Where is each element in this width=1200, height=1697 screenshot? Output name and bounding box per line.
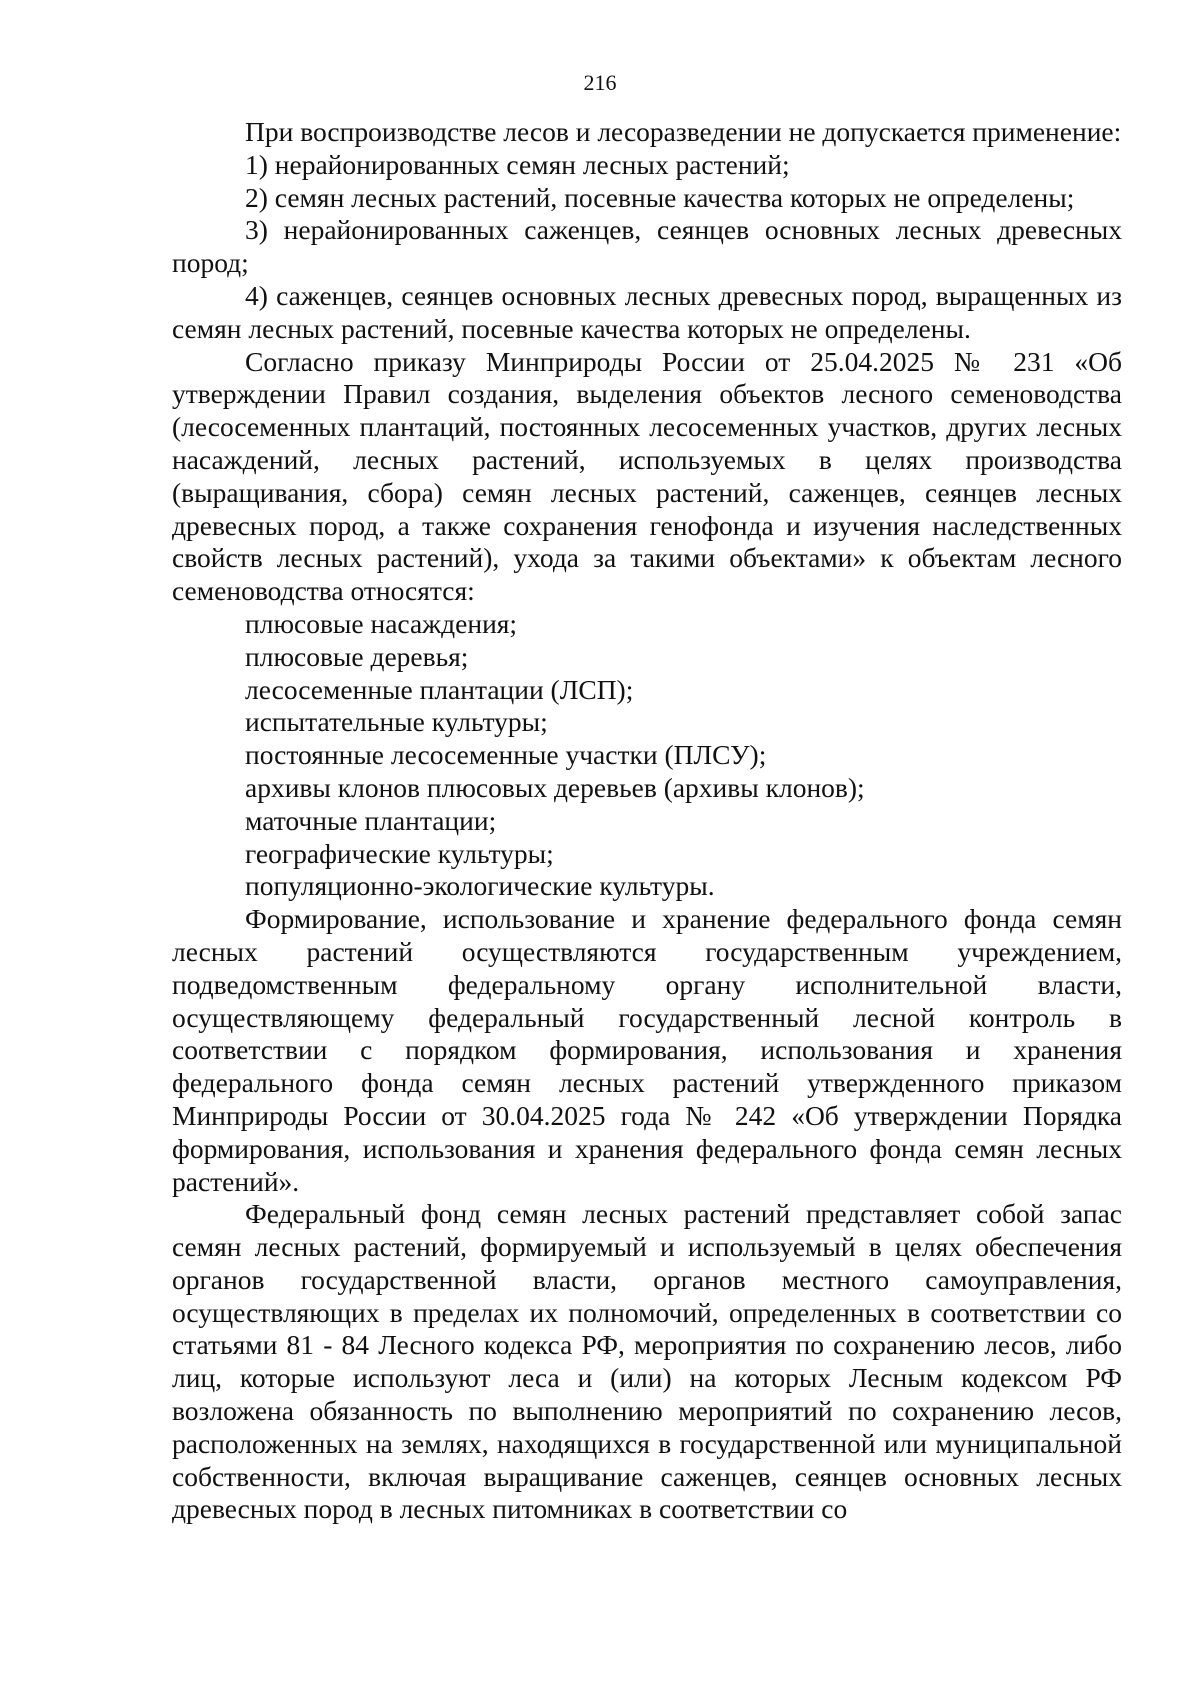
document-body — [172, 116, 1122, 1526]
list-item: испытательные культуры; — [245, 706, 548, 738]
list-item: постоянные лесосеменные участки (ПЛСУ); — [245, 739, 767, 771]
list-item: маточные плантации; — [245, 804, 497, 836]
restriction-item-4: 4) саженцев, сеянцев основных лесных древесных пород, выращенных из семян лесных растений, посевные качества которых не определены. — [172, 279, 1122, 344]
intro-paragraph: При воспроизводстве лесов и лесоразведении не допускается применение: — [245, 116, 1122, 147]
list-item: популяционно-экологические культуры. — [245, 870, 715, 902]
list-item: плюсовые насаждения; — [245, 607, 518, 639]
federal-fund-formation-paragraph: Формирование, использование и хранение федерального фонда семян лесных растений осуществляются государственным учреждением, подведомственным федеральному органу исполнительной власти, осуществляющему федеральный государственный лесной контроль в соответствии с порядком формирования, использования и хранения федерального фонда семян лесных растений утвержденного приказом Минприроды России от 30.04.2025 года № 242 «Об утверждении Порядка формирования, использования и хранения федерального фонда семян лесных растений». — [172, 903, 1122, 1197]
seed-objects-list — [172, 608, 1122, 903]
list-item: географические культуры; — [245, 837, 554, 869]
page-number: 216 — [583, 70, 617, 95]
list-item: лесосеменные плантации (ЛСП); — [245, 673, 634, 705]
order-231-paragraph: Согласно приказу Минприроды России от 25.04.2025 № 231 «Об утверждении Правил создания, выделения объектов лесного семеноводства (лесосеменных плантаций, постоянных лесосеменных участков, других лесных насаждений, лесных растений, используемых в целях производства (выращивания, сбора) семян лесных растений, саженцев, сеянцев лесных древесных пород, а также сохранения генофонда и изучения наследственных свойств лесных растений), ухода за такими объектами» к объектам лесного семеноводства относятся: — [172, 345, 1122, 607]
list-item: архивы клонов плюсовых деревьев (архивы клонов); — [245, 771, 865, 803]
paragraphs-bottom — [172, 903, 1122, 1526]
restriction-item-2: 2) семян лесных растений, посевные качества которых не определены; — [245, 181, 1075, 213]
restriction-item-3: 3) нерайонированных саженцев, сеянцев основных лесных древесных пород; — [172, 214, 1122, 279]
federal-fund-definition-paragraph: Федеральный фонд семян лесных растений представляет собой запас семян лесных растений, формируемый и используемый в целях обеспечения органов государственной власти, органов местного самоуправления, осуществляющих в пределах их полномочий, определенных в соответствии со статьями 81 - 84 Лесного кодекса РФ, мероприятия по сохранению лесов, либо лиц, которые используют леса и (или) на которых Лесным кодексом РФ возложена обязанность по выполнению мероприятий по сохранению лесов, расположенных на землях, находящихся в государственной или муниципальной собственности, включая выращивание саженцев, сеянцев основных лесных древесных пород в лесных питомниках в соответствии со — [172, 1198, 1122, 1525]
paragraphs-top — [172, 116, 1122, 608]
list-item: плюсовые деревья; — [245, 640, 469, 672]
restriction-item-1: 1) нерайонированных семян лесных растений; — [245, 148, 790, 180]
